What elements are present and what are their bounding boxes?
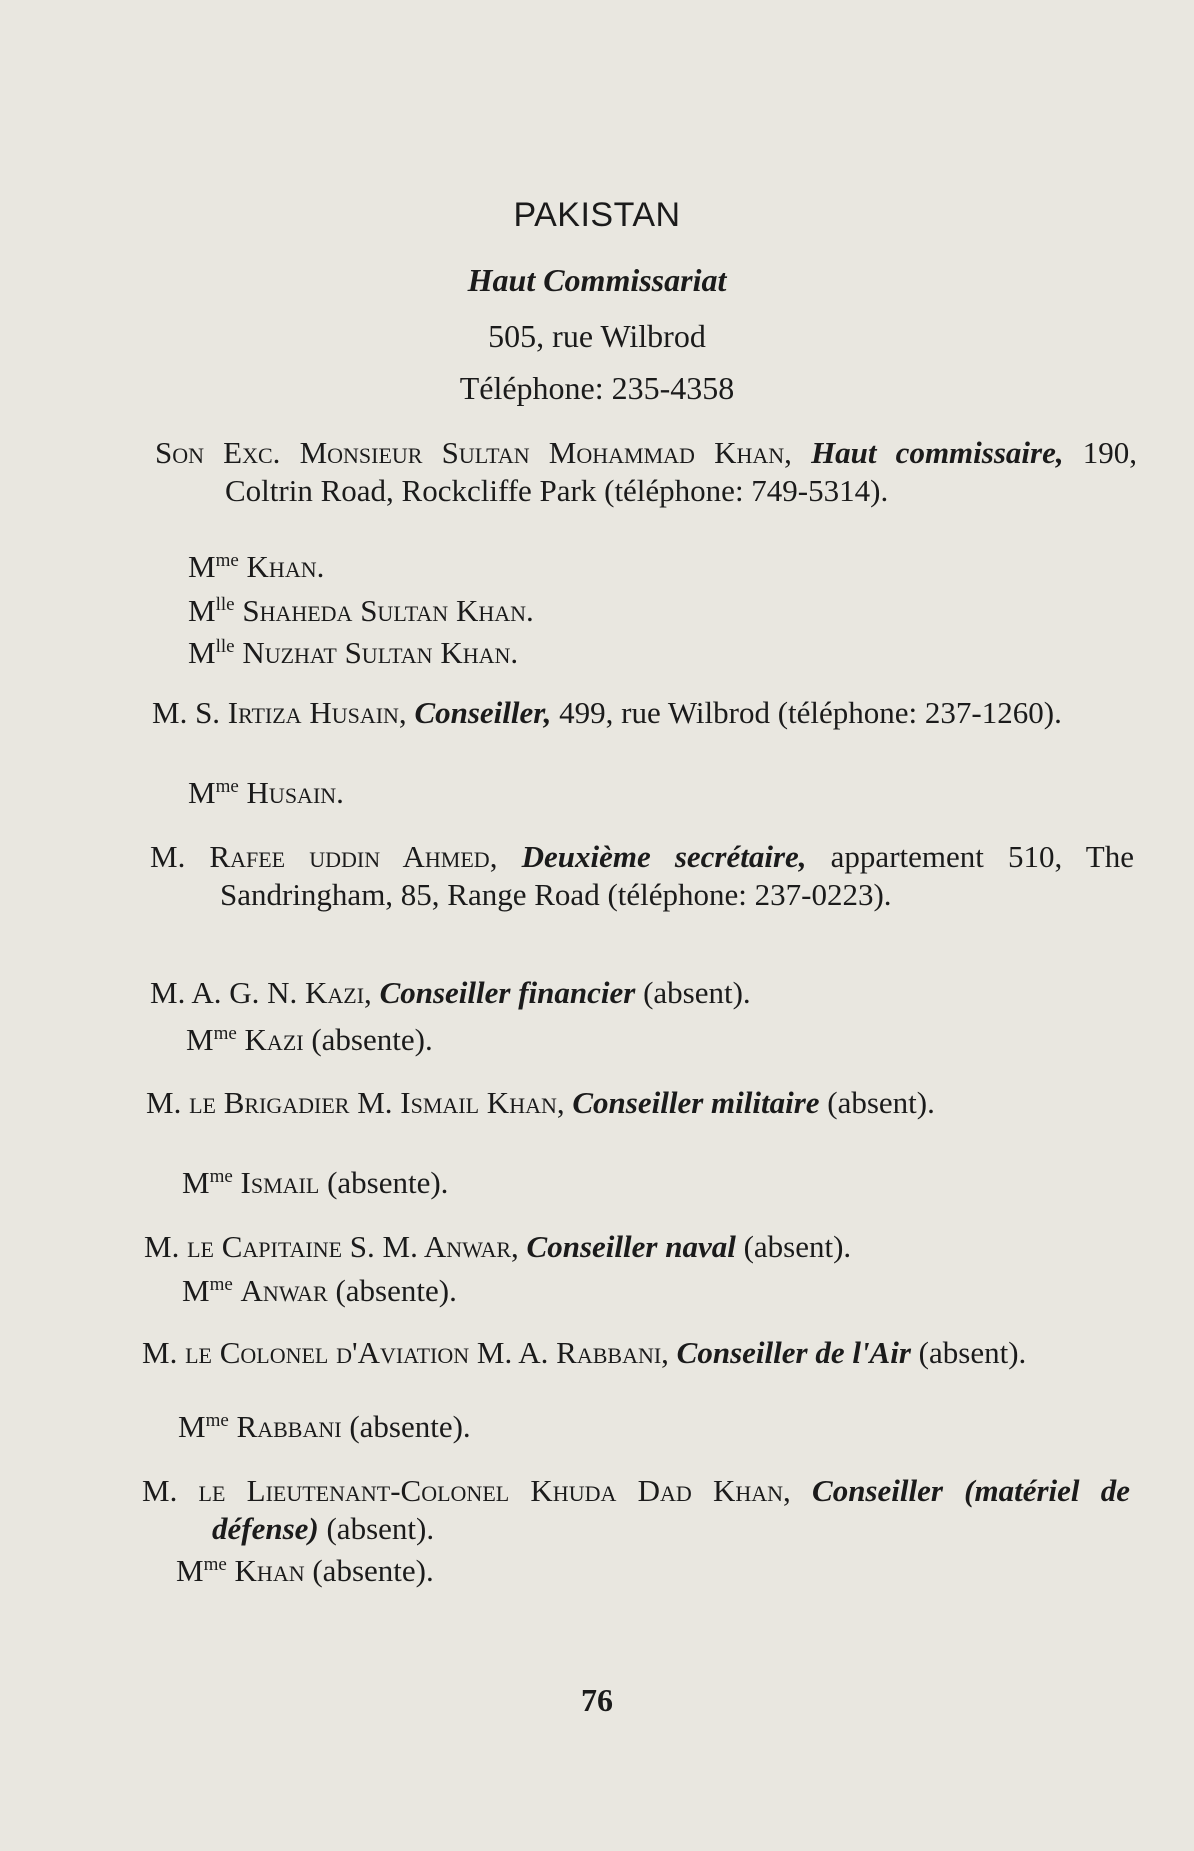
dependent-entry xyxy=(186,1015,433,1059)
dependent-name: Shaheda Sultan Khan. xyxy=(242,593,534,628)
entry-name: M. le Colonel d'Aviation M. A. Rabbani, xyxy=(142,1335,669,1370)
entry-details: (absent). xyxy=(643,975,751,1010)
dependent-title: M xyxy=(188,635,216,670)
dependent-title-sup: me xyxy=(209,1274,233,1295)
dependent-name: Khan. xyxy=(246,549,325,584)
dependent-name: Anwar xyxy=(240,1273,328,1308)
dependent-name: Nuzhat Sultan Khan. xyxy=(242,635,519,670)
entry-details: 499, rue Wilbrod (téléphone: 237-1260). xyxy=(559,695,1062,730)
dependent-details: (absente). xyxy=(311,1022,433,1057)
dependent-name: Rabbani xyxy=(236,1409,342,1444)
entry-details: 190, Coltrin Road, Rockcliffe Park (téléphone: 749-5314). xyxy=(225,435,1138,508)
dependent-details: (absente). xyxy=(327,1165,449,1200)
entry-role: Deuxième secrétaire, xyxy=(521,839,807,874)
dependent-title-sup: me xyxy=(203,1554,227,1575)
dependent-entry xyxy=(188,628,518,672)
entry-role: Conseiller naval xyxy=(526,1229,736,1264)
office-address: 505, rue Wilbrod xyxy=(488,318,706,354)
dependent-title-sup: me xyxy=(213,1023,237,1044)
entry-role: Conseiller (matériel de défense) xyxy=(212,1473,1130,1546)
entry-role: Conseiller financier xyxy=(379,975,636,1010)
dependent-title: M xyxy=(188,775,216,810)
dependent-entry xyxy=(182,1266,457,1310)
country-heading: PAKISTAN xyxy=(513,196,681,234)
dependent-title-sup: me xyxy=(215,550,239,571)
entry-high-commissioner xyxy=(155,434,1137,510)
dependent-entry xyxy=(188,542,324,586)
entry-role: Conseiller, xyxy=(414,695,552,730)
entry-details: (absent). xyxy=(326,1511,435,1546)
dependent-details: (absente). xyxy=(349,1409,471,1444)
entry-details: (absent). xyxy=(743,1229,852,1264)
dependent-title-sup: lle xyxy=(215,636,235,657)
entry-name: M. le Capitaine S. M. Anwar, xyxy=(144,1229,519,1264)
dependent-title: M xyxy=(178,1409,206,1444)
entry-name: M. A. G. N. Kazi, xyxy=(150,975,372,1010)
dependent-title: M xyxy=(182,1165,210,1200)
entry-name: M. le Lieutenant-Colonel Khuda Dad Khan, xyxy=(142,1473,791,1508)
entry-role: Conseiller militaire xyxy=(572,1085,820,1120)
dependent-title: M xyxy=(186,1022,214,1057)
dependent-name: Kazi xyxy=(244,1022,304,1057)
entry-details: appartement 510, The Sandringham, 85, Range Road (téléphone: 237-0223). xyxy=(220,839,1135,912)
entry-name: Son Exc. Monsieur Sultan Mohammad Khan, xyxy=(155,435,792,470)
dependent-entry xyxy=(182,1158,448,1202)
entry-second-secretary xyxy=(150,838,1134,914)
dependent-entry xyxy=(188,586,534,630)
dependent-title: M xyxy=(182,1273,210,1308)
dependent-name: Khan xyxy=(234,1553,305,1588)
dependent-details: (absente). xyxy=(312,1553,434,1588)
page-number: 76 xyxy=(581,1682,613,1718)
entry-naval-counsellor xyxy=(144,1228,1062,1266)
entry-name: M. S. Irtiza Husain, xyxy=(152,695,407,730)
dependent-entry xyxy=(176,1546,434,1590)
entry-role: Conseiller de l'Air xyxy=(676,1335,911,1370)
dependent-title-sup: lle xyxy=(215,594,235,615)
entry-air-counsellor xyxy=(142,1334,1130,1372)
entry-role: Haut commissaire, xyxy=(811,435,1064,470)
dependent-entry xyxy=(178,1402,471,1446)
dependent-title-sup: me xyxy=(209,1166,233,1187)
dependent-title: M xyxy=(188,549,216,584)
dependent-name: Husain. xyxy=(246,775,344,810)
dependent-title: M xyxy=(188,593,216,628)
dependent-title-sup: me xyxy=(215,776,239,797)
dependent-name: Ismail xyxy=(240,1165,320,1200)
entry-details: (absent). xyxy=(918,1335,1027,1370)
entry-financial-counsellor xyxy=(150,974,1064,1012)
entry-defense-counsellor xyxy=(142,1472,1130,1548)
dependent-title: M xyxy=(176,1553,204,1588)
entry-name: M. Rafee uddin Ahmed, xyxy=(150,839,498,874)
dependent-title-sup: me xyxy=(205,1410,229,1431)
entry-name: M. le Brigadier M. Ismail Khan, xyxy=(146,1085,565,1120)
office-name: Haut Commissariat xyxy=(467,262,727,298)
entry-details: (absent). xyxy=(827,1085,935,1120)
office-phone: Téléphone: 235-4358 xyxy=(459,370,735,406)
dependent-entry xyxy=(188,768,344,812)
dependent-details: (absente). xyxy=(335,1273,457,1308)
entry-military-counsellor xyxy=(146,1084,1132,1122)
entry-counsellor xyxy=(152,694,1134,732)
